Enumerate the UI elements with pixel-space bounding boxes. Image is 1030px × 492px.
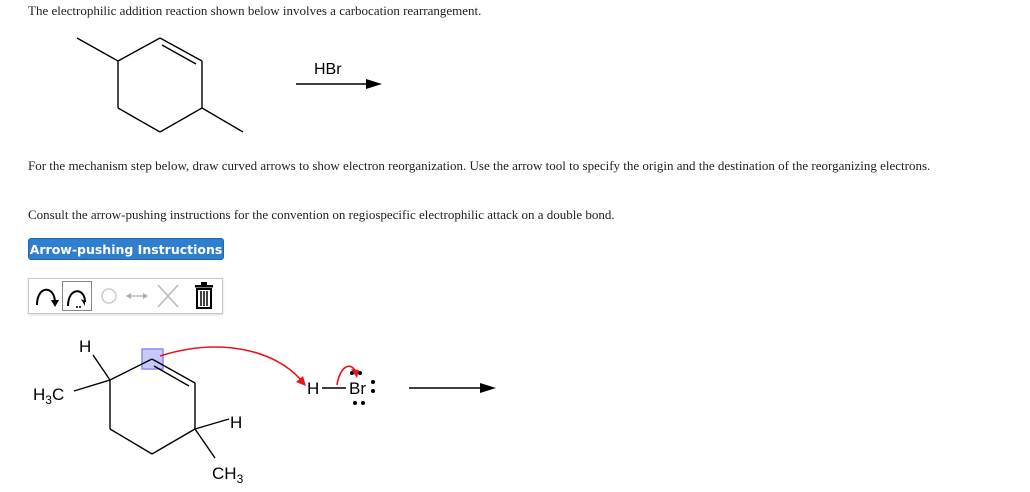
double-bond-outer bbox=[160, 38, 202, 61]
ring-bond bbox=[160, 108, 202, 132]
reactant-structure bbox=[0, 28, 420, 148]
ring-bond bbox=[110, 429, 152, 454]
electron-lone-pair-tool[interactable] bbox=[95, 279, 123, 313]
trash-tool[interactable] bbox=[189, 279, 219, 313]
mechanism-canvas[interactable] bbox=[0, 325, 560, 492]
methyl-bond-left bbox=[74, 380, 110, 391]
reagent-label: HBr bbox=[314, 61, 342, 78]
mechanism-arrowhead bbox=[480, 383, 496, 393]
ring-bond bbox=[152, 429, 195, 454]
resonance-arrow-icon bbox=[123, 279, 151, 313]
h-label-right: H bbox=[230, 413, 243, 432]
lone-pair-circle-icon bbox=[95, 279, 123, 313]
methyl-label-bottom: $CH_3$ bbox=[212, 464, 244, 486]
ring-bond bbox=[118, 108, 160, 132]
consult-instructions: Consult the arrow-pushing instructions for the convention on regiospecific electrophilic attack on a double bond. bbox=[28, 207, 615, 222]
methyl-label-left: $H_3C$ bbox=[33, 385, 65, 407]
h-label-top: H bbox=[79, 337, 92, 356]
question-intro: The electrophilic addition reaction shown below involves a carbocation rearrangement. bbox=[28, 3, 482, 18]
arrow-pushing-instructions-button[interactable]: Arrow-pushing Instructions bbox=[28, 238, 224, 260]
ring-bond bbox=[118, 38, 160, 61]
reaction-arrowhead bbox=[366, 79, 382, 89]
curved-arrow-double-icon bbox=[31, 279, 61, 313]
curved-arrow-head bbox=[296, 376, 306, 386]
hbr-h-label[interactable]: H bbox=[307, 379, 320, 398]
arrow-toolbar bbox=[28, 278, 223, 314]
hbr-br-label[interactable]: Br bbox=[349, 379, 366, 398]
close-x-icon bbox=[153, 279, 183, 313]
delete-tool[interactable] bbox=[153, 279, 183, 313]
mechanism-instructions: For the mechanism step below, draw curved arrows to show electron reorganization. Use the arrow tool to specify the origin and the destination of the reorganizing electrons. bbox=[28, 158, 931, 173]
resonance-arrow-tool[interactable] bbox=[123, 279, 151, 313]
methyl-bond bbox=[202, 108, 243, 132]
curved-arrow-single-tool[interactable] bbox=[62, 281, 92, 311]
curved-arrow-double-tool[interactable] bbox=[31, 279, 61, 313]
methyl-bond bbox=[77, 38, 118, 61]
h-bond-top bbox=[93, 355, 110, 380]
h-bond-right bbox=[195, 419, 229, 429]
methyl-bond-bottom bbox=[195, 429, 215, 458]
double-bond-outer[interactable] bbox=[152, 359, 195, 383]
trash-icon bbox=[189, 279, 219, 313]
curved-arrow-single-icon bbox=[63, 282, 91, 310]
